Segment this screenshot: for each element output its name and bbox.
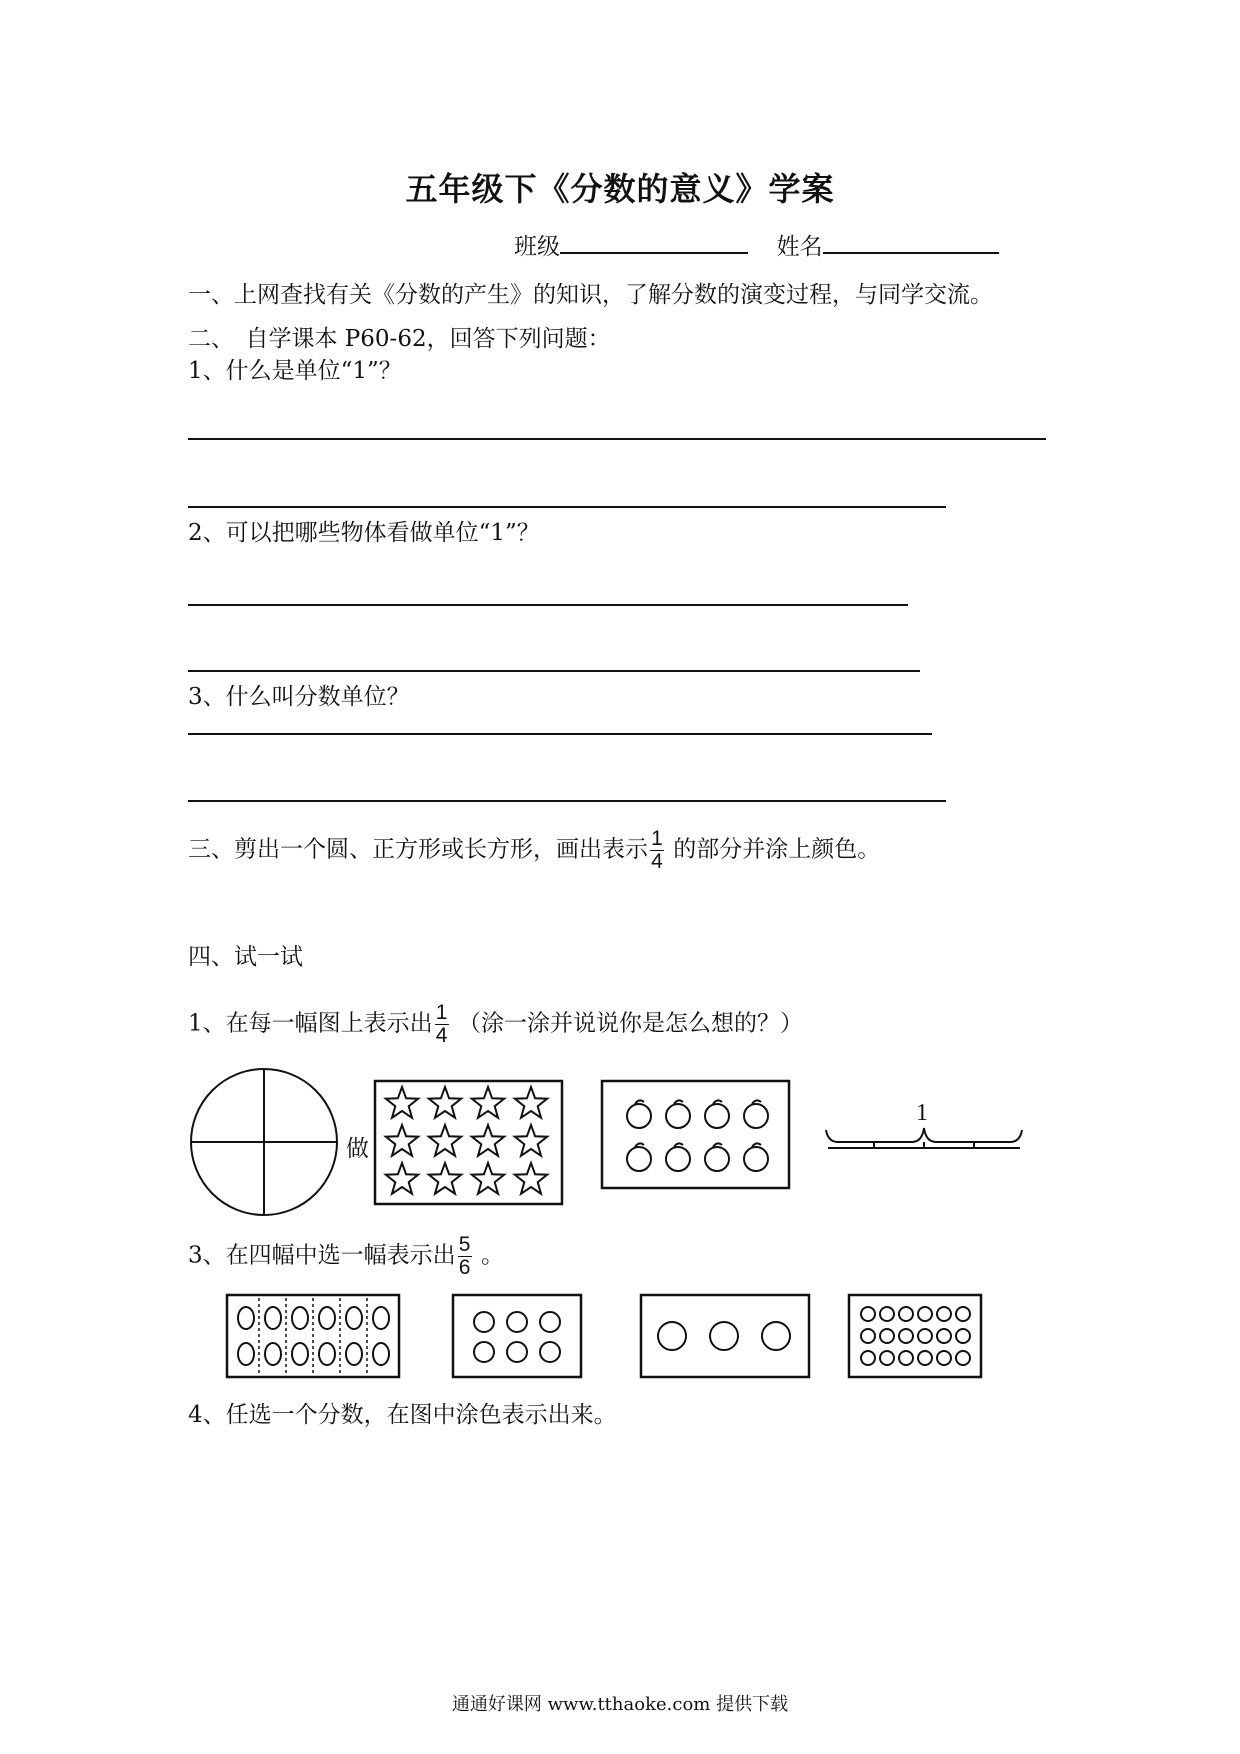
star-icon [386,1125,418,1156]
answer-line[interactable] [188,604,908,606]
answer-line[interactable] [188,438,1046,440]
task-1 [188,1002,803,1047]
section-4: 四、试一试 [188,944,303,970]
star-icon [429,1087,461,1118]
circle-icon [861,1329,875,1343]
star-icon [515,1087,547,1118]
circle-icon [899,1351,913,1365]
question-3: 3、什么叫分数单位？ [188,684,410,710]
circle-icon [861,1351,875,1365]
circles-6-figure[interactable] [452,1294,584,1380]
star-icon [472,1163,504,1194]
stars-figure[interactable] [374,1080,564,1206]
apple-icon [744,1143,768,1171]
section-3-text: 三、剪出一个圆、正方形或长方形，画出表示 [188,836,648,863]
star-icon [386,1163,418,1194]
task-3-text: 3、在四幅中选一幅表示出 [188,1242,456,1269]
star-icon [386,1087,418,1118]
task-3 [188,1234,504,1279]
section-3 [188,828,880,873]
circle-icon [238,1307,254,1329]
fraction-numerator: 5 [458,1233,471,1256]
circle-icon [918,1307,932,1321]
circles-3-figure[interactable] [640,1294,812,1380]
star-icon [515,1163,547,1194]
circle-icon [238,1343,254,1365]
answer-line[interactable] [188,733,932,735]
section-2: 二、 自学课本 P60-62，回答下列问题： [188,326,611,352]
apples-figure[interactable] [601,1080,791,1190]
page-title: 五年级下《分数的意义》学案 [405,170,835,208]
circle-icon [507,1342,527,1362]
circles-18-figure[interactable] [848,1294,984,1380]
apple-icon [666,1143,690,1171]
star-icon [429,1125,461,1156]
circle-icon [899,1329,913,1343]
star-icon [515,1125,547,1156]
section-3-text-end: 的部分并涂上颜色。 [666,836,881,863]
class-name-fields [514,228,999,261]
circle-icon [880,1351,894,1365]
circle-icon [937,1351,951,1365]
fraction-five-sixths [458,1234,472,1279]
answer-line[interactable] [188,670,920,672]
circle-icon [880,1307,894,1321]
apple-icon [627,1100,651,1128]
apple-icon [666,1100,690,1128]
circle-icon [956,1329,970,1343]
circle-icon [265,1343,281,1365]
circle-icon [710,1322,738,1350]
fraction-denominator: 4 [435,1024,448,1047]
apple-icon [705,1143,729,1171]
name-label: 姓名 [776,234,823,260]
apple-icon [744,1100,768,1128]
circle-icon [346,1343,362,1365]
task-3-text-end: 。 [473,1242,504,1269]
circle-icon [265,1307,281,1329]
circle-icon [918,1329,932,1343]
circle-icon [507,1312,527,1332]
fraction-denominator: 6 [458,1256,471,1279]
circle-icon [762,1322,790,1350]
circle-icon [861,1307,875,1321]
circle-icon [319,1307,335,1329]
circle-icon [880,1329,894,1343]
question-1: 1、什么是单位“1”？ [188,358,402,384]
figure-label: 做 [346,1136,369,1162]
circle-icon [918,1351,932,1365]
fraction-numerator: 1 [651,827,663,850]
answer-line[interactable] [188,506,946,508]
circle-icon [373,1343,389,1365]
circle-icon [346,1307,362,1329]
task-1-text: 1、在每一幅图上表示出 [188,1010,433,1037]
circle-icon [292,1343,308,1365]
quartered-circle-figure[interactable] [186,1068,346,1218]
segment-figure[interactable] [824,1100,1024,1160]
question-2: 2、可以把哪些物体看做单位“1”？ [188,520,540,546]
section-1: 一、上网查找有关《分数的产生》的知识，了解分数的演变过程，与同学交流。 [188,282,993,308]
star-icon [472,1087,504,1118]
footer: 通通好课网 www.tthaoke.com 提供下载 [451,1694,789,1715]
circle-icon [373,1307,389,1329]
circle-icon [540,1312,560,1332]
fraction-numerator: 1 [435,1001,448,1024]
circle-icon [540,1342,560,1362]
task-4: 4、任选一个分数，在图中涂色表示出来。 [188,1402,617,1428]
class-label: 班级 [514,234,560,260]
circle-icon [956,1351,970,1365]
circle-icon [474,1312,494,1332]
class-blank[interactable] [560,230,748,254]
circle-icon [319,1343,335,1365]
circle-icon [937,1329,951,1343]
circles-12-divided-figure[interactable] [226,1294,402,1380]
circle-icon [956,1307,970,1321]
star-icon [429,1163,461,1194]
fraction-one-quarter [435,1002,449,1047]
circle-icon [292,1307,308,1329]
name-blank[interactable] [823,230,999,254]
star-icon [472,1125,504,1156]
task-1-text-end: （涂一涂并说说你是怎么想的？） [450,1010,803,1037]
circle-icon [899,1307,913,1321]
fraction-one-quarter [650,828,664,873]
apple-icon [627,1143,651,1171]
answer-line[interactable] [188,800,946,802]
apple-icon [705,1100,729,1128]
circle-icon [474,1342,494,1362]
segment-label: 1 [916,1100,928,1126]
circle-icon [658,1322,686,1350]
fraction-denominator: 4 [651,850,663,873]
circle-icon [937,1307,951,1321]
